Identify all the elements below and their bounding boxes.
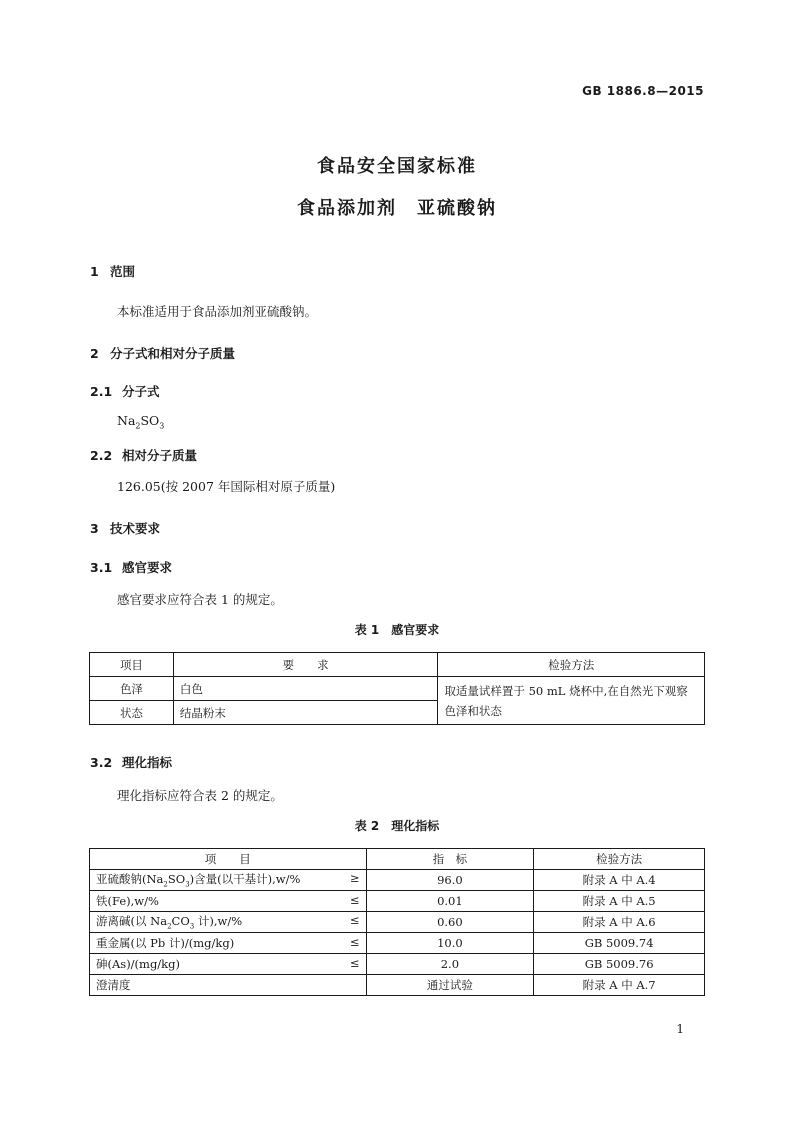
table-row xyxy=(90,975,705,996)
section-number: 2 xyxy=(90,346,99,361)
item-cell: 状态 xyxy=(90,701,174,725)
item-cell: 澄清度 xyxy=(90,975,367,996)
comparison-symbol: ≥ xyxy=(349,871,360,886)
table-header-row xyxy=(90,653,705,677)
section-3-1-heading xyxy=(90,558,172,576)
table-row xyxy=(90,677,705,701)
section-title: 分子式和相对分子质量 xyxy=(110,346,236,361)
header-item: 项 目 xyxy=(90,849,367,870)
method-cell: GB 5009.76 xyxy=(534,954,705,975)
section-number: 1 xyxy=(90,264,99,279)
doc-title-line2: 食品添加剂 亚硫酸钠 xyxy=(297,198,497,219)
section-number: 3.1 xyxy=(90,560,113,575)
method-cell: 附录 A 中 A.5 xyxy=(534,891,705,912)
method-cell: 附录 A 中 A.4 xyxy=(534,870,705,891)
item-cell: 游离碱(以 $Na_2CO_3$ 计),w/% ≤ xyxy=(90,912,367,933)
comparison-symbol: ≤ xyxy=(349,893,360,907)
value-cell: 通过试验 xyxy=(366,975,534,996)
table-title: 感官要求 xyxy=(391,623,440,637)
method-cell: 取适量试样置于 50 mL 烧杯中,在自然光下观察色泽和状态 xyxy=(438,677,705,725)
section-title: 技术要求 xyxy=(110,521,161,536)
requirement-cell: 白色 xyxy=(173,677,438,701)
section-3-2-heading xyxy=(90,753,172,771)
table-row xyxy=(90,912,705,933)
method-cell: 附录 A 中 A.6 xyxy=(534,912,705,933)
value-cell: 2.0 xyxy=(366,954,534,975)
header-method: 检验方法 xyxy=(438,653,705,677)
header-requirement: 要 求 xyxy=(173,653,438,677)
section-number: 2.1 xyxy=(90,384,113,399)
method-cell: 附录 A 中 A.7 xyxy=(534,975,705,996)
section-number: 2.2 xyxy=(90,448,113,463)
table-row xyxy=(90,870,705,891)
table-label: 表 1 xyxy=(354,623,380,637)
table-1-caption xyxy=(0,621,794,638)
item-cell: 色泽 xyxy=(90,677,174,701)
section-2-2-heading xyxy=(90,446,197,464)
table-header-row xyxy=(90,849,705,870)
section-number: 3.2 xyxy=(90,755,113,770)
doc-title-line1: 食品安全国家标准 xyxy=(317,156,477,177)
section-2-1-heading xyxy=(90,382,160,400)
table-row xyxy=(90,933,705,954)
molecular-formula: $Na_2SO_3$ xyxy=(117,413,165,431)
section-3-1-text: 感官要求应符合表 1 的规定。 xyxy=(117,592,283,607)
method-cell: GB 5009.74 xyxy=(534,933,705,954)
comparison-symbol: ≤ xyxy=(349,913,360,928)
value-cell: 0.01 xyxy=(366,891,534,912)
comparison-symbol: ≤ xyxy=(349,956,360,970)
sensory-table xyxy=(89,652,705,725)
section-number: 3 xyxy=(90,521,99,536)
section-title: 分子式 xyxy=(122,384,160,399)
molecular-mass-text: 126.05(按 2007 年国际相对原子质量) xyxy=(117,479,336,494)
item-cell: 铁(Fe),w/% ≤ xyxy=(90,891,367,912)
value-cell: 10.0 xyxy=(366,933,534,954)
header-index: 指 标 xyxy=(366,849,534,870)
requirement-cell: 结晶粉末 xyxy=(173,701,438,725)
physicochemical-table xyxy=(89,848,705,996)
value-cell: 96.0 xyxy=(366,870,534,891)
item-cell: 砷(As)/(mg/kg) ≤ xyxy=(90,954,367,975)
section-title: 感官要求 xyxy=(122,560,173,575)
page-number: 1 xyxy=(676,1022,684,1036)
standard-number: GB 1886.8—2015 xyxy=(582,84,704,98)
section-3-heading xyxy=(90,519,160,537)
table-label: 表 2 xyxy=(354,819,380,833)
table-row xyxy=(90,891,705,912)
item-cell: 亚硫酸钠$(Na_2SO_3)$含量(以干基计),w/% ≥ xyxy=(90,870,367,891)
table-2-caption xyxy=(0,817,794,834)
section-title: 范围 xyxy=(110,264,136,279)
section-1-heading xyxy=(90,262,135,280)
header-method: 检验方法 xyxy=(534,849,705,870)
item-cell: 重金属(以 Pb 计)/(mg/kg) ≤ xyxy=(90,933,367,954)
table-row xyxy=(90,954,705,975)
section-3-2-text: 理化指标应符合表 2 的规定。 xyxy=(117,788,283,803)
comparison-symbol: ≤ xyxy=(349,935,360,949)
section-2-heading xyxy=(90,344,235,362)
section-title: 相对分子质量 xyxy=(122,448,198,463)
header-item: 项目 xyxy=(90,653,174,677)
section-title: 理化指标 xyxy=(122,755,173,770)
section-1-text: 本标准适用于食品添加剂亚硫酸钠。 xyxy=(117,304,318,319)
value-cell: 0.60 xyxy=(366,912,534,933)
table-title: 理化指标 xyxy=(391,819,440,833)
